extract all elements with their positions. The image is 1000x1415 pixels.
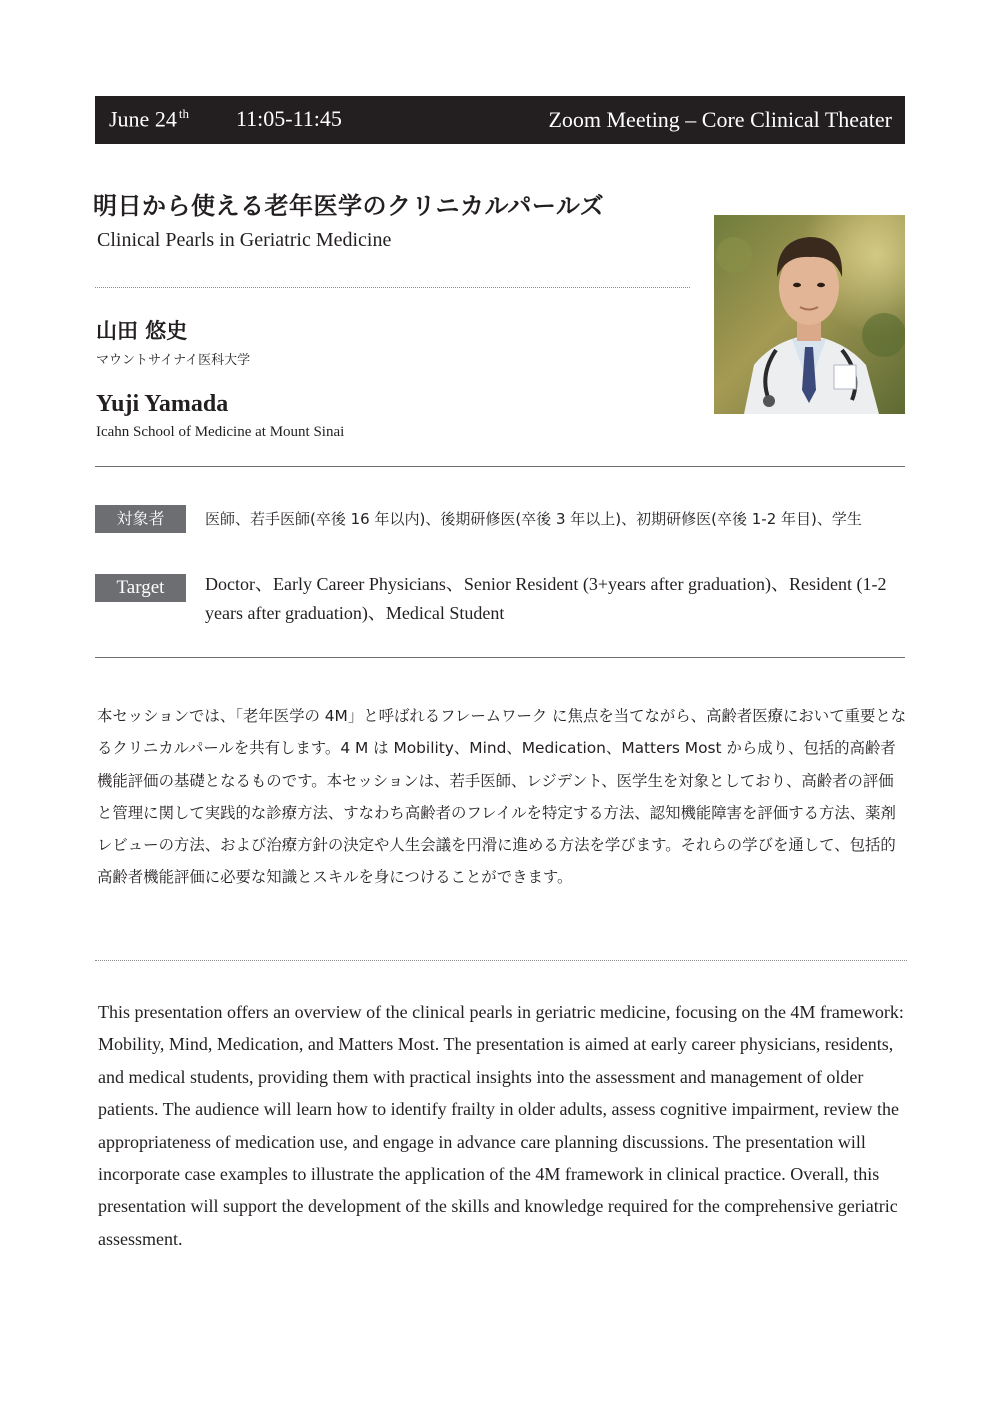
- description-divider: [95, 960, 907, 961]
- session-venue: Zoom Meeting – Core Clinical Theater: [548, 107, 892, 132]
- session-date: [109, 106, 189, 132]
- speaker-affiliation-ja: マウントサイナイ医科大学: [96, 353, 251, 368]
- session-header-bar: [95, 96, 905, 144]
- title-divider: [95, 287, 690, 288]
- session-time: 11:05-11:45: [236, 106, 342, 131]
- description-en: This presentation offers an overview of the clinical pearls in geriatric medicine, focusing on the 4M framework: Mobility, Mind, Medication, and Matters Most. The presentation is aimed at early career physicians, residents, and medical students, providing them with practical insights into the assessment and management of older patients. The audience will learn how to identify frailty in older adults, assess cognitive impairment, review the appropriateness of medication use, and engage in advance care planning discussions. The presentation will incorporate case examples to illustrate the application of the 4M framework in clinical practice. Overall, this presentation will support the development of the skills and knowledge required for the comprehensive geriatric assessment.: [98, 1002, 904, 1249]
- session-date-text: June 24: [109, 106, 177, 132]
- session-title-ja: 明日から使える老年医学のクリニカルパールズ: [93, 192, 605, 220]
- description-ja: 本セッションでは、「老年医学の 4M」と呼ばれるフレームワーク に焦点を当てながら、高齢者医療において重要となるクリニカルパールを共有します。4 M は Mobility、Mind、Medication、Matters Most から成り、包括的高齢者機能評価の基礎となるものです。本セッションは、若手医師、レジデント、医学生を対象としており、高齢者の評価と管理に関して実践的な診療方法、すなわち高齢者のフレイルを特定する方法、認知機能障害を評価する方法、薬剤レビューの方法、および治療方針の決定や人生会議を円滑に進める方法を学びます。それらの学びを通して、包括的高齢者機能評価に必要な知識とスキルを身につけることができます。: [97, 707, 907, 887]
- target-text-ja: 医師、若手医師(卒後 16 年以内)、後期研修医(卒後 3 年以上)、初期研修医(卒後 1-2 年目)、学生: [205, 510, 862, 528]
- section-divider-bottom: [95, 657, 905, 658]
- session-title-en: Clinical Pearls in Geriatric Medicine: [97, 229, 392, 251]
- session-date-suffix: th: [178, 106, 189, 121]
- target-label-en: Target: [95, 574, 186, 602]
- speaker-name-ja: 山田 悠史: [96, 319, 188, 343]
- speaker-name-en: Yuji Yamada: [96, 391, 229, 417]
- section-divider-top: [95, 466, 905, 467]
- target-label-ja: 対象者: [95, 505, 186, 533]
- speaker-affiliation-en: Icahn School of Medicine at Mount Sinai: [96, 424, 345, 440]
- target-text-en: Doctor、Early Career Physicians、Senior Resident (3+years after graduation)、Resident (1-2 years after graduation)、Medical Student: [205, 574, 887, 623]
- speaker-photo: [714, 215, 905, 414]
